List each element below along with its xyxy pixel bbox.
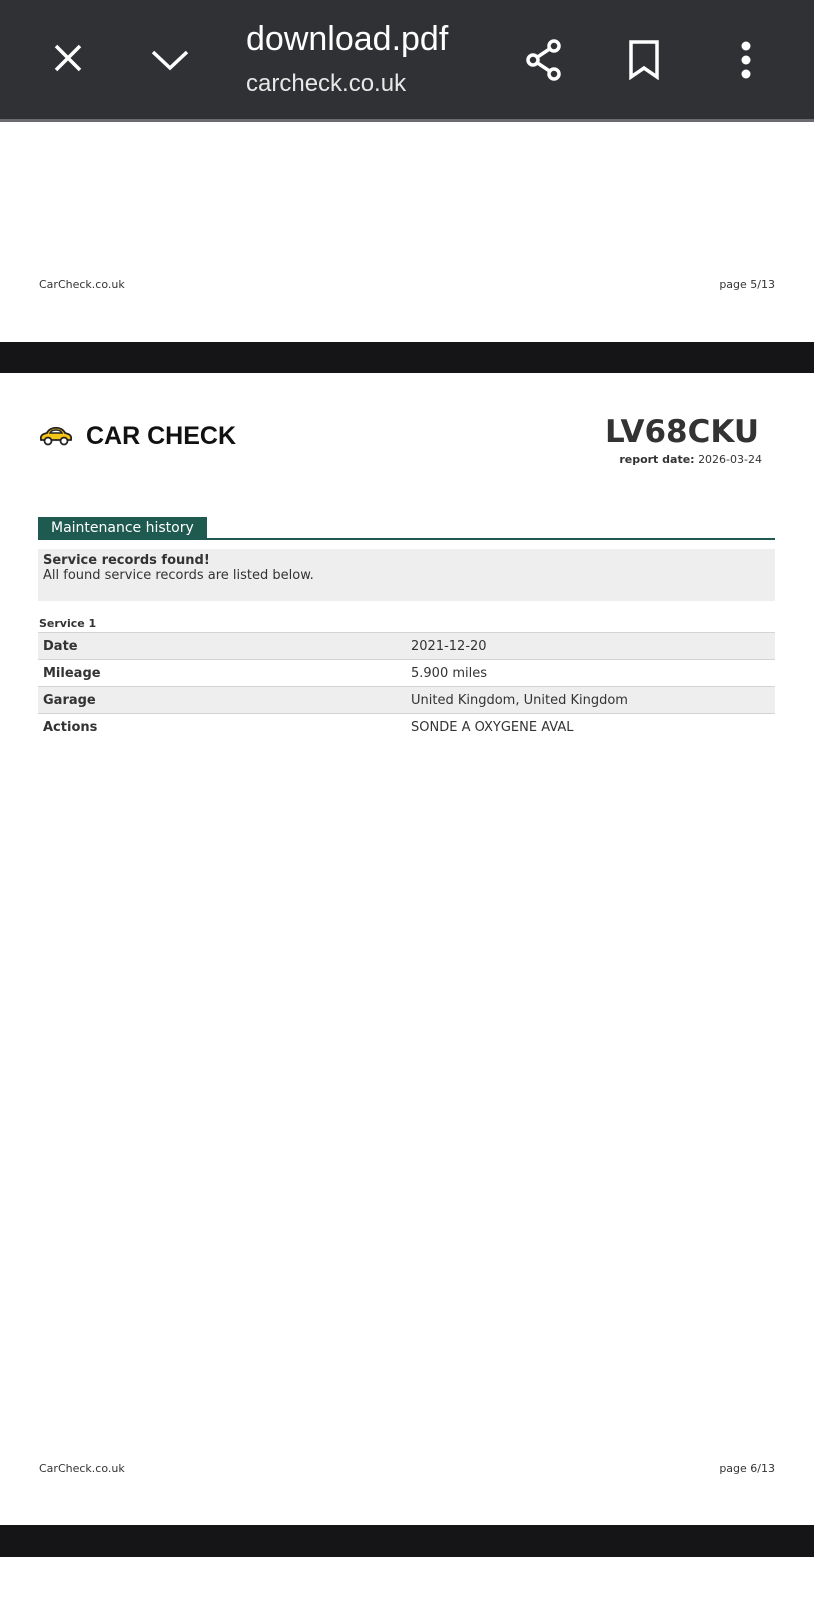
report-date — [619, 453, 762, 466]
chevron-down-icon[interactable] — [148, 40, 192, 80]
row-value: SONDE A OXYGENE AVAL — [406, 714, 775, 741]
footer-site: CarCheck.co.uk — [39, 278, 125, 291]
table-row — [38, 687, 775, 714]
pdf-toolbar — [0, 0, 814, 122]
document-title: download.pdf — [246, 20, 449, 58]
footer-page-number: page 6/13 — [719, 1462, 775, 1475]
section-header — [38, 517, 775, 540]
table-row — [38, 633, 775, 660]
page-separator — [0, 1525, 814, 1557]
row-label: Mileage — [38, 660, 406, 687]
row-value: 2021-12-20 — [406, 633, 775, 660]
section-title: Maintenance history — [38, 517, 207, 538]
row-value: 5.900 miles — [406, 660, 775, 687]
service-notice — [38, 549, 775, 601]
pdf-page-6 — [0, 373, 814, 1525]
logo-text: CAR CHECK — [86, 422, 236, 450]
share-icon[interactable] — [520, 36, 568, 84]
registration-plate: LV68CKU — [604, 414, 759, 450]
notice-text: All found service records are listed below. — [43, 568, 314, 583]
page-separator — [0, 342, 814, 373]
bookmark-icon[interactable] — [622, 38, 666, 82]
close-icon[interactable] — [48, 38, 88, 78]
table-row — [38, 714, 775, 741]
more-vert-icon[interactable] — [726, 38, 766, 82]
notice-title: Service records found! — [43, 553, 210, 568]
footer-page-number: page 5/13 — [719, 278, 775, 291]
report-date-label: report date: — [619, 453, 695, 466]
table-row — [38, 660, 775, 687]
footer-site: CarCheck.co.uk — [39, 1462, 125, 1475]
row-label: Actions — [38, 714, 406, 741]
report-date-value: 2026-03-24 — [698, 453, 762, 466]
car-icon — [38, 423, 74, 451]
car-check-logo — [38, 422, 236, 451]
pdf-page-5 — [0, 122, 814, 342]
row-value: United Kingdom, United Kingdom — [406, 687, 775, 714]
service-title: Service 1 — [39, 617, 97, 630]
row-label: Date — [38, 633, 406, 660]
row-label: Garage — [38, 687, 406, 714]
service-table — [38, 632, 775, 741]
document-source: carcheck.co.uk — [246, 70, 407, 97]
